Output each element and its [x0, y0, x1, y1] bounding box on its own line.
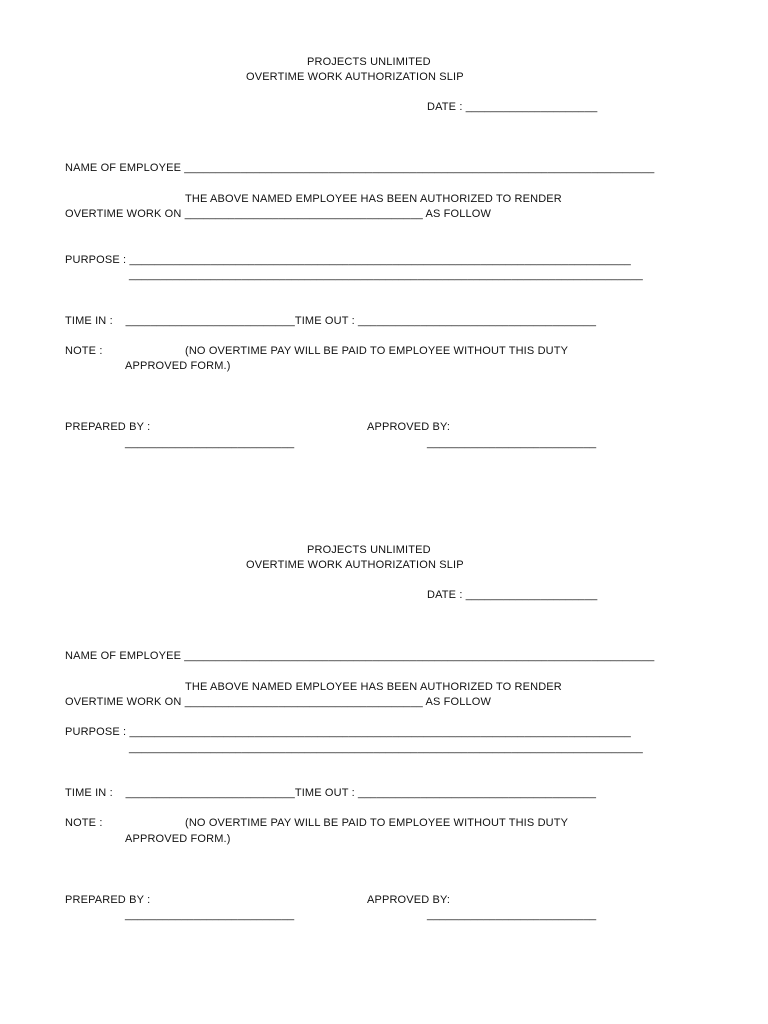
- prepared-by-signature-line: ___________________________: [125, 909, 295, 921]
- note-label: NOTE :: [65, 345, 103, 357]
- note-text-continuation: APPROVED FORM.): [125, 833, 231, 845]
- time-in-out-field: TIME IN : ___________________________TIME OUT : ______________________________________: [65, 787, 597, 799]
- note-text: (NO OVERTIME PAY WILL BE PAID TO EMPLOYEE WITHOUT THIS DUTY: [185, 817, 569, 829]
- approved-by-signature-line: ___________________________: [427, 909, 597, 921]
- company-name: PROJECTS UNLIMITED: [307, 56, 431, 68]
- prepared-by-label: PREPARED BY :: [65, 894, 151, 906]
- note-text: (NO OVERTIME PAY WILL BE PAID TO EMPLOYEE WITHOUT THIS DUTY: [185, 345, 569, 357]
- purpose-field: PURPOSE : ________________________________________________________________________________: [65, 254, 631, 266]
- company-name: PROJECTS UNLIMITED: [307, 544, 431, 556]
- form-title: OVERTIME WORK AUTHORIZATION SLIP: [246, 559, 464, 571]
- overtime-date-field: OVERTIME WORK ON ______________________________________ AS FOLLOW: [65, 208, 491, 220]
- date-field: DATE : _____________________: [427, 101, 598, 113]
- approved-by-label: APPROVED BY:: [367, 894, 451, 906]
- approved-by-signature-line: ___________________________: [427, 437, 597, 449]
- authorization-slip-2: [0, 488, 768, 958]
- authorization-slip-1: [0, 0, 768, 470]
- purpose-field-continuation: __________________________________________________________________________________: [129, 742, 643, 754]
- form-title: OVERTIME WORK AUTHORIZATION SLIP: [246, 71, 464, 83]
- overtime-date-field: OVERTIME WORK ON ______________________________________ AS FOLLOW: [65, 696, 491, 708]
- prepared-by-signature-line: ___________________________: [125, 437, 295, 449]
- approved-by-label: APPROVED BY:: [367, 421, 451, 433]
- authorization-statement: THE ABOVE NAMED EMPLOYEE HAS BEEN AUTHORIZED TO RENDER: [185, 681, 562, 693]
- purpose-field-continuation: __________________________________________________________________________________: [129, 269, 643, 281]
- note-text-continuation: APPROVED FORM.): [125, 360, 231, 372]
- date-field: DATE : _____________________: [427, 589, 598, 601]
- authorization-statement: THE ABOVE NAMED EMPLOYEE HAS BEEN AUTHORIZED TO RENDER: [185, 193, 562, 205]
- note-label: NOTE :: [65, 817, 103, 829]
- employee-name-field: NAME OF EMPLOYEE ___________________________________________________________________________: [65, 162, 655, 174]
- employee-name-field: NAME OF EMPLOYEE ___________________________________________________________________________: [65, 650, 655, 662]
- time-in-out-field: TIME IN : ___________________________TIME OUT : ______________________________________: [65, 315, 597, 327]
- prepared-by-label: PREPARED BY :: [65, 421, 151, 433]
- purpose-field: PURPOSE : ________________________________________________________________________________: [65, 726, 631, 738]
